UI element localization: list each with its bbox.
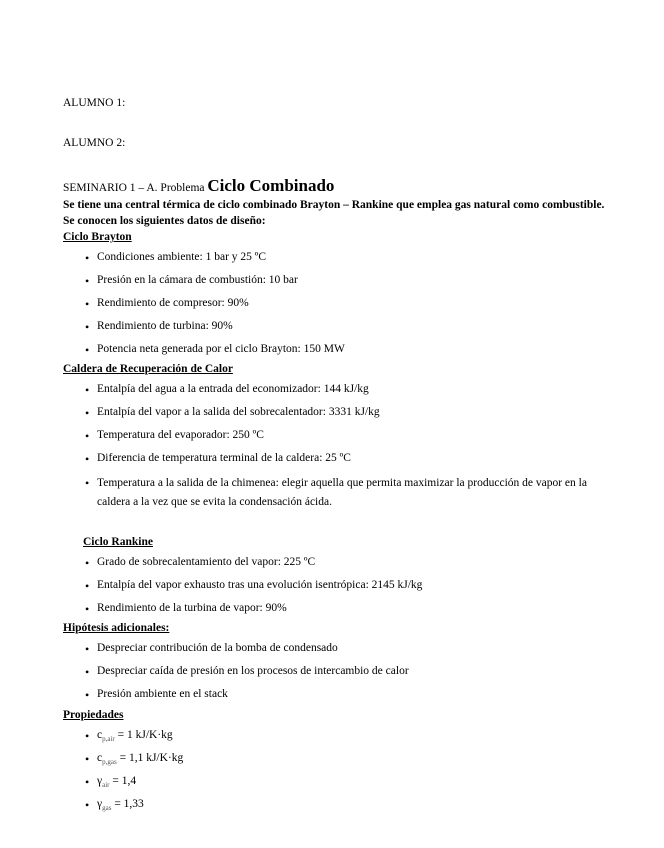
list-item: • Entalpía del vapor a la salida del sobrecalentador: 3331 kJ/kg [85,406,380,420]
bullet-icon: • [85,665,90,679]
bullet-icon: • [85,579,90,593]
bullet-icon: • [85,383,90,397]
list-item: • Grado de sobrecalentamiento del vapor: 225 ºC [85,556,316,570]
bullet-icon: • [85,556,90,570]
bullet-icon: • [85,752,90,766]
bullet-icon: • [85,297,90,311]
bullet-icon: • [85,688,90,702]
bullet-icon: • [85,251,90,265]
list-item: • Presión en la cámara de combustión: 10 bar [85,274,298,288]
list-item: • Condiciones ambiente: 1 bar y 25 ºC [85,251,267,265]
rankine-heading: Ciclo Rankine [83,536,153,548]
list-item: • Temperatura a la salida de la chimenea: elegir aquella que permita maximizar la producción de vapor en la caldera a la vez que se evita la condensación ácida. [85,476,587,508]
page-title: Ciclo Combinado [207,176,335,195]
list-item: • Rendimiento de turbina: 90% [85,320,233,334]
caldera-heading: Caldera de Recuperación de Calor [63,363,233,375]
list-item: • Entalpía del vapor exhausto tras una evolución isentrópica: 2145 kJ/kg [85,579,423,593]
list-item: • Rendimiento de compresor: 90% [85,297,249,311]
hipotesis-heading: Hipótesis adicionales: [63,622,170,634]
bullet-icon: • [85,343,90,357]
list-item: • Presión ambiente en el stack [85,688,228,702]
list-item: • Temperatura del evaporador: 250 ºC [85,429,264,443]
bullet-icon: • [85,274,90,288]
list-item: • Potencia neta generada por el ciclo Brayton: 150 MW [85,343,345,357]
bullet-icon: • [85,729,90,743]
student-2-label: ALUMNO 2: [63,137,126,149]
bullet-icon: • [85,775,90,789]
bullet-icon: • [85,452,90,466]
seminar-header [63,175,334,198]
property-gamma-air: • $\gamma_{air} = 1,4$ [85,775,137,789]
property-cp-air: • $c_{p,air} = 1$ kJ/K·kg [85,729,173,743]
bullet-icon: • [85,642,90,656]
student-1-label: ALUMNO 1: [63,97,126,109]
propiedades-heading: Propiedades [63,709,124,721]
intro-paragraph: Se tiene una central térmica de ciclo combinado Brayton – Rankine que emplea gas natural como combustible. Se conocen los siguientes datos de diseño: [63,199,605,227]
bullet-icon: • [85,602,90,616]
brayton-heading: Ciclo Brayton [63,231,132,243]
list-item: • Despreciar contribución de la bomba de condensado [85,642,338,656]
bullet-icon: • [85,320,90,334]
list-item: • Despreciar caída de presión en los procesos de intercambio de calor [85,665,409,679]
bullet-icon: • [85,406,90,420]
property-gamma-gas: • $\gamma_{gas} = 1,33$ [85,798,144,812]
bullet-icon: • [85,476,90,490]
seminar-prefix: SEMINARIO 1 – A. Problema [63,182,205,194]
list-item: • Rendimiento de la turbina de vapor: 90% [85,602,287,616]
bullet-icon: • [85,798,90,812]
bullet-icon: • [85,429,90,443]
list-item: • Diferencia de temperatura terminal de la caldera: 25 ºC [85,452,351,466]
property-cp-gas: • $c_{p,gas} = 1,1$ kJ/K·kg [85,752,184,766]
list-item: • Entalpía del agua a la entrada del economizador: 144 kJ/kg [85,383,369,397]
